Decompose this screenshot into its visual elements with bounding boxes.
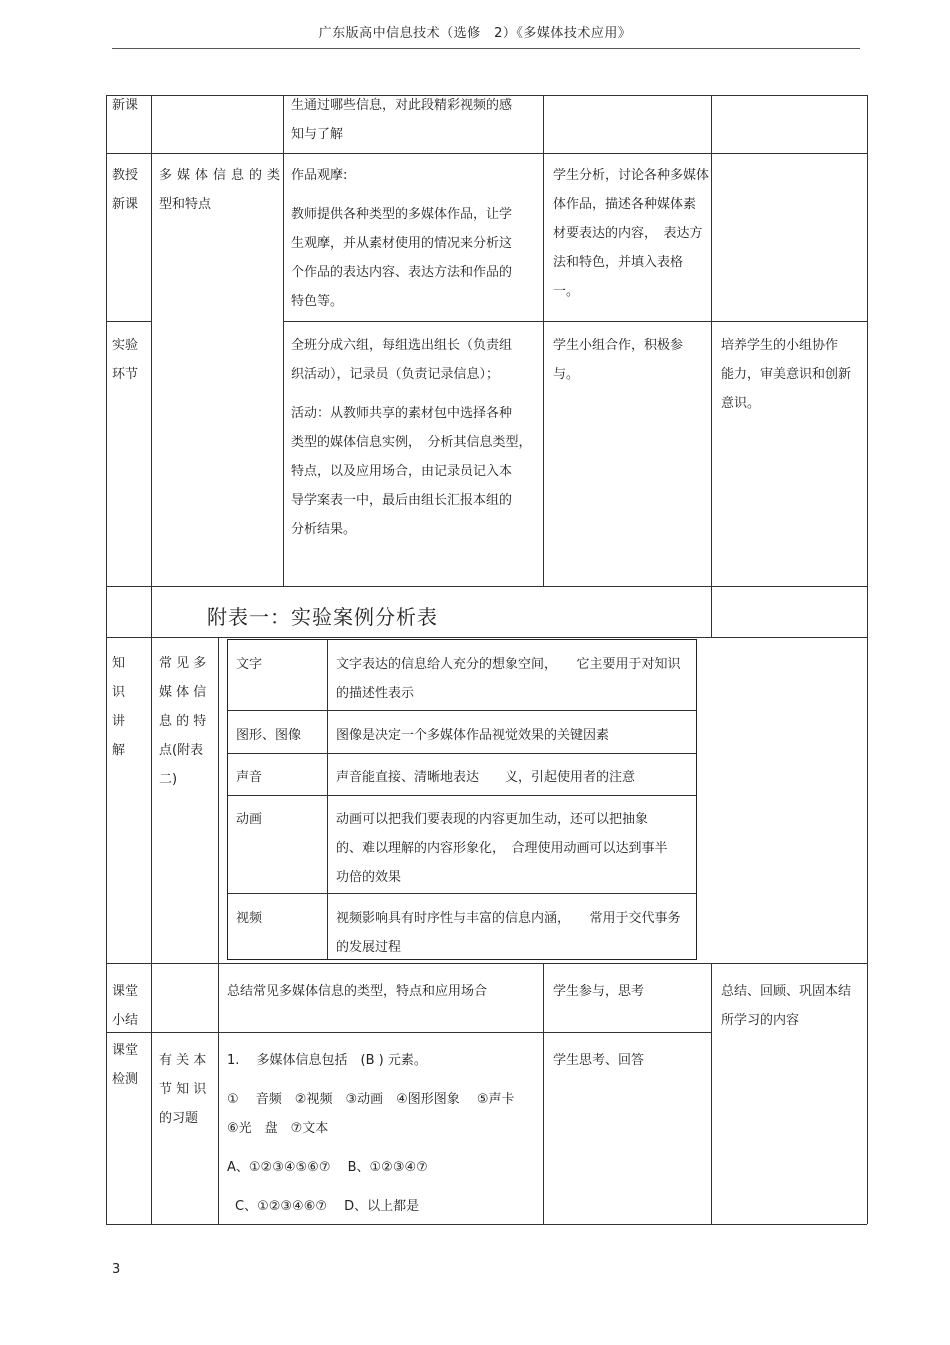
- grid-line: [218, 637, 219, 1224]
- grid-line: [106, 586, 867, 587]
- text-line: 生观摩，并从素材使用的情况来分析这: [291, 236, 513, 251]
- text-line: 节 知 识: [159, 1082, 207, 1097]
- media-desc: [336, 650, 688, 708]
- grid-line: [283, 321, 867, 322]
- media-desc: [336, 763, 688, 792]
- text-line: 常 见 多: [159, 656, 207, 671]
- row6-goal: [721, 977, 851, 1035]
- text-line: 类型的媒体信息实例， 分析其信息类型，: [291, 435, 532, 450]
- text-line: 体作品，描述各种媒体素: [553, 197, 697, 212]
- appendix-title: 附表一：实验案例分析表: [207, 605, 438, 629]
- row2-student-activity: [553, 161, 709, 306]
- grid-line: [106, 963, 867, 964]
- question-options: C、①②③④⑥⑦ D、以上都是: [235, 1199, 420, 1214]
- text-line: 与。: [553, 367, 580, 382]
- text-line: 解: [112, 743, 126, 758]
- text-line: 新课: [112, 197, 139, 212]
- text-line: 二): [159, 772, 178, 787]
- text-line: 意识。: [721, 396, 761, 411]
- question-items: ⑥光 盘 ⑦文本: [227, 1121, 329, 1136]
- grid-line: [106, 637, 867, 638]
- text-line: 全班分成六组，每组选出组长（负责组: [291, 338, 513, 353]
- row2-teacher-activity: [291, 161, 512, 316]
- text-line: 一。: [553, 284, 580, 299]
- row7-student-activity: 学生思考、回答: [553, 1053, 645, 1068]
- text-line: 息 的 特: [159, 714, 207, 729]
- media-characteristics-table: [227, 639, 697, 960]
- text-line: 个作品的表达内容、表达方法和作品的: [291, 265, 513, 280]
- text-line: 识: [112, 685, 126, 700]
- text-line: 课堂: [112, 984, 139, 999]
- grid-line: [867, 95, 868, 1224]
- grid-line: [711, 95, 712, 637]
- text-line: 活动：从教师共享的素材包中选择各种: [291, 406, 513, 421]
- text-line: 图像是决定一个多媒体作品视觉效果的关键因素: [336, 728, 610, 743]
- table-row-divider: [228, 893, 696, 894]
- question-options: A、①②③④⑤⑥⑦ B、①②③④⑦: [227, 1160, 428, 1175]
- row2-topic: [159, 161, 285, 219]
- text-line: 生通过哪些信息，对此段精彩视频的感: [291, 98, 513, 113]
- row7-topic: [159, 1046, 206, 1133]
- row6-label: [112, 977, 138, 1035]
- text-line: 点(附表: [159, 743, 204, 758]
- text-line: 动画可以把我们要表现的内容更加生动，还可以把抽象: [336, 812, 649, 827]
- media-desc: [336, 805, 688, 892]
- text-line: 有 关 本: [159, 1053, 207, 1068]
- grid-line: [106, 1032, 711, 1033]
- text-line: 小结: [112, 1013, 139, 1028]
- text-line: 声音能直接、清晰地表达 义，引起使用者的注意: [336, 770, 636, 785]
- text-line: 能力，审美意识和创新: [721, 367, 852, 382]
- header-rule: [112, 48, 860, 49]
- grid-line: [151, 95, 152, 1224]
- text-line: 学生分析，讨论各种多媒体: [553, 168, 710, 183]
- text-line: 总结、回顾、巩固本结: [721, 984, 852, 999]
- text-line: 的描述性表示: [336, 686, 415, 701]
- text-line: 型和特点: [159, 197, 212, 212]
- media-type: 声音: [236, 770, 263, 785]
- text-line: 教授: [112, 168, 139, 183]
- media-type: 图形、图像: [236, 728, 302, 743]
- text-line: 的、难以理解的内容形象化， 合理使用动画可以达到事半: [336, 841, 668, 856]
- text-line: 多媒体信息的类: [159, 168, 286, 183]
- media-desc: [336, 721, 688, 750]
- text-line: 法和特色，并填入表格: [553, 255, 684, 270]
- text-line: 功倍的效果: [336, 870, 402, 885]
- grid-line: [327, 640, 328, 959]
- text-line: 学生小组合作，积极参: [553, 338, 684, 353]
- question-stem: 1. 多媒体信息包括 (B ) 元素。: [227, 1053, 427, 1068]
- media-type: 视频: [236, 911, 263, 926]
- row3-teacher-activity: [291, 331, 532, 544]
- text-line: 文字表达的信息给人充分的想象空间， 它主要用于对知识: [336, 657, 681, 672]
- text-line: 知: [112, 656, 126, 671]
- text-line: 织活动），记录员（负责记录信息）；: [291, 367, 500, 382]
- media-desc: [336, 904, 688, 962]
- text-line: 特点，以及应用场合，由记录员记入本: [291, 464, 513, 479]
- grid-line: [543, 963, 544, 1224]
- grid-line: [543, 95, 544, 586]
- text-line: 分析结果。: [291, 522, 357, 537]
- text-line: 知与了解: [291, 127, 344, 142]
- text-line: 培养学生的小组协作: [721, 338, 839, 353]
- running-header: 广东版高中信息技术（选修 2）《多媒体技术应用》: [318, 26, 632, 41]
- grid-line: [106, 1224, 867, 1225]
- text-line: 特色等。: [291, 294, 344, 309]
- text-line: 环节: [112, 367, 139, 382]
- grid-line: [106, 321, 151, 322]
- text-line: 导学案表一中，最后由组长汇报本组的: [291, 493, 513, 508]
- table-row-divider: [228, 710, 696, 711]
- text-line: 教师提供各种类型的多媒体作品，让学: [291, 207, 513, 222]
- row5-label: [112, 649, 125, 765]
- table-row-divider: [228, 795, 696, 796]
- row6-student-activity: 学生参与，思考: [553, 984, 645, 999]
- grid-line: [106, 95, 107, 1224]
- text-line: 课堂: [112, 1043, 139, 1058]
- row7-label: [112, 1036, 138, 1094]
- text-line: 媒 体 信: [159, 685, 207, 700]
- row3-label: [112, 331, 138, 389]
- text-line: 讲: [112, 714, 126, 729]
- row3-student-activity: [553, 331, 683, 389]
- text-line: 检测: [112, 1072, 139, 1087]
- row2-label: [112, 161, 138, 219]
- text-line: 实验: [112, 338, 139, 353]
- row7-question: [227, 1046, 515, 1221]
- row1-content: [291, 91, 512, 149]
- text-line: 材要表达的内容， 表达方: [553, 226, 703, 241]
- text-line: 的发展过程: [336, 940, 402, 955]
- media-type: 动画: [236, 812, 263, 827]
- grid-line: [106, 153, 867, 154]
- row1-label: 新课: [112, 98, 139, 113]
- text-line: 的习题: [159, 1111, 199, 1126]
- question-items: ① 音频 ②视频 ③动画 ④图形图象 ⑤声卡: [227, 1092, 515, 1107]
- row3-goal: [721, 331, 851, 418]
- row6-content: 总结常见多媒体信息的类型，特点和应用场合: [227, 984, 488, 999]
- media-type: 文字: [236, 657, 263, 672]
- grid-line: [711, 963, 712, 1224]
- page-number: 3: [112, 1262, 121, 1277]
- table-row-divider: [228, 753, 696, 754]
- text-line: 作品观摩:: [291, 168, 348, 183]
- text-line: 所学习的内容: [721, 1013, 800, 1028]
- text-line: 视频影响具有时序性与丰富的信息内涵， 常用于交代事务: [336, 911, 681, 926]
- row5-topic: [159, 649, 206, 794]
